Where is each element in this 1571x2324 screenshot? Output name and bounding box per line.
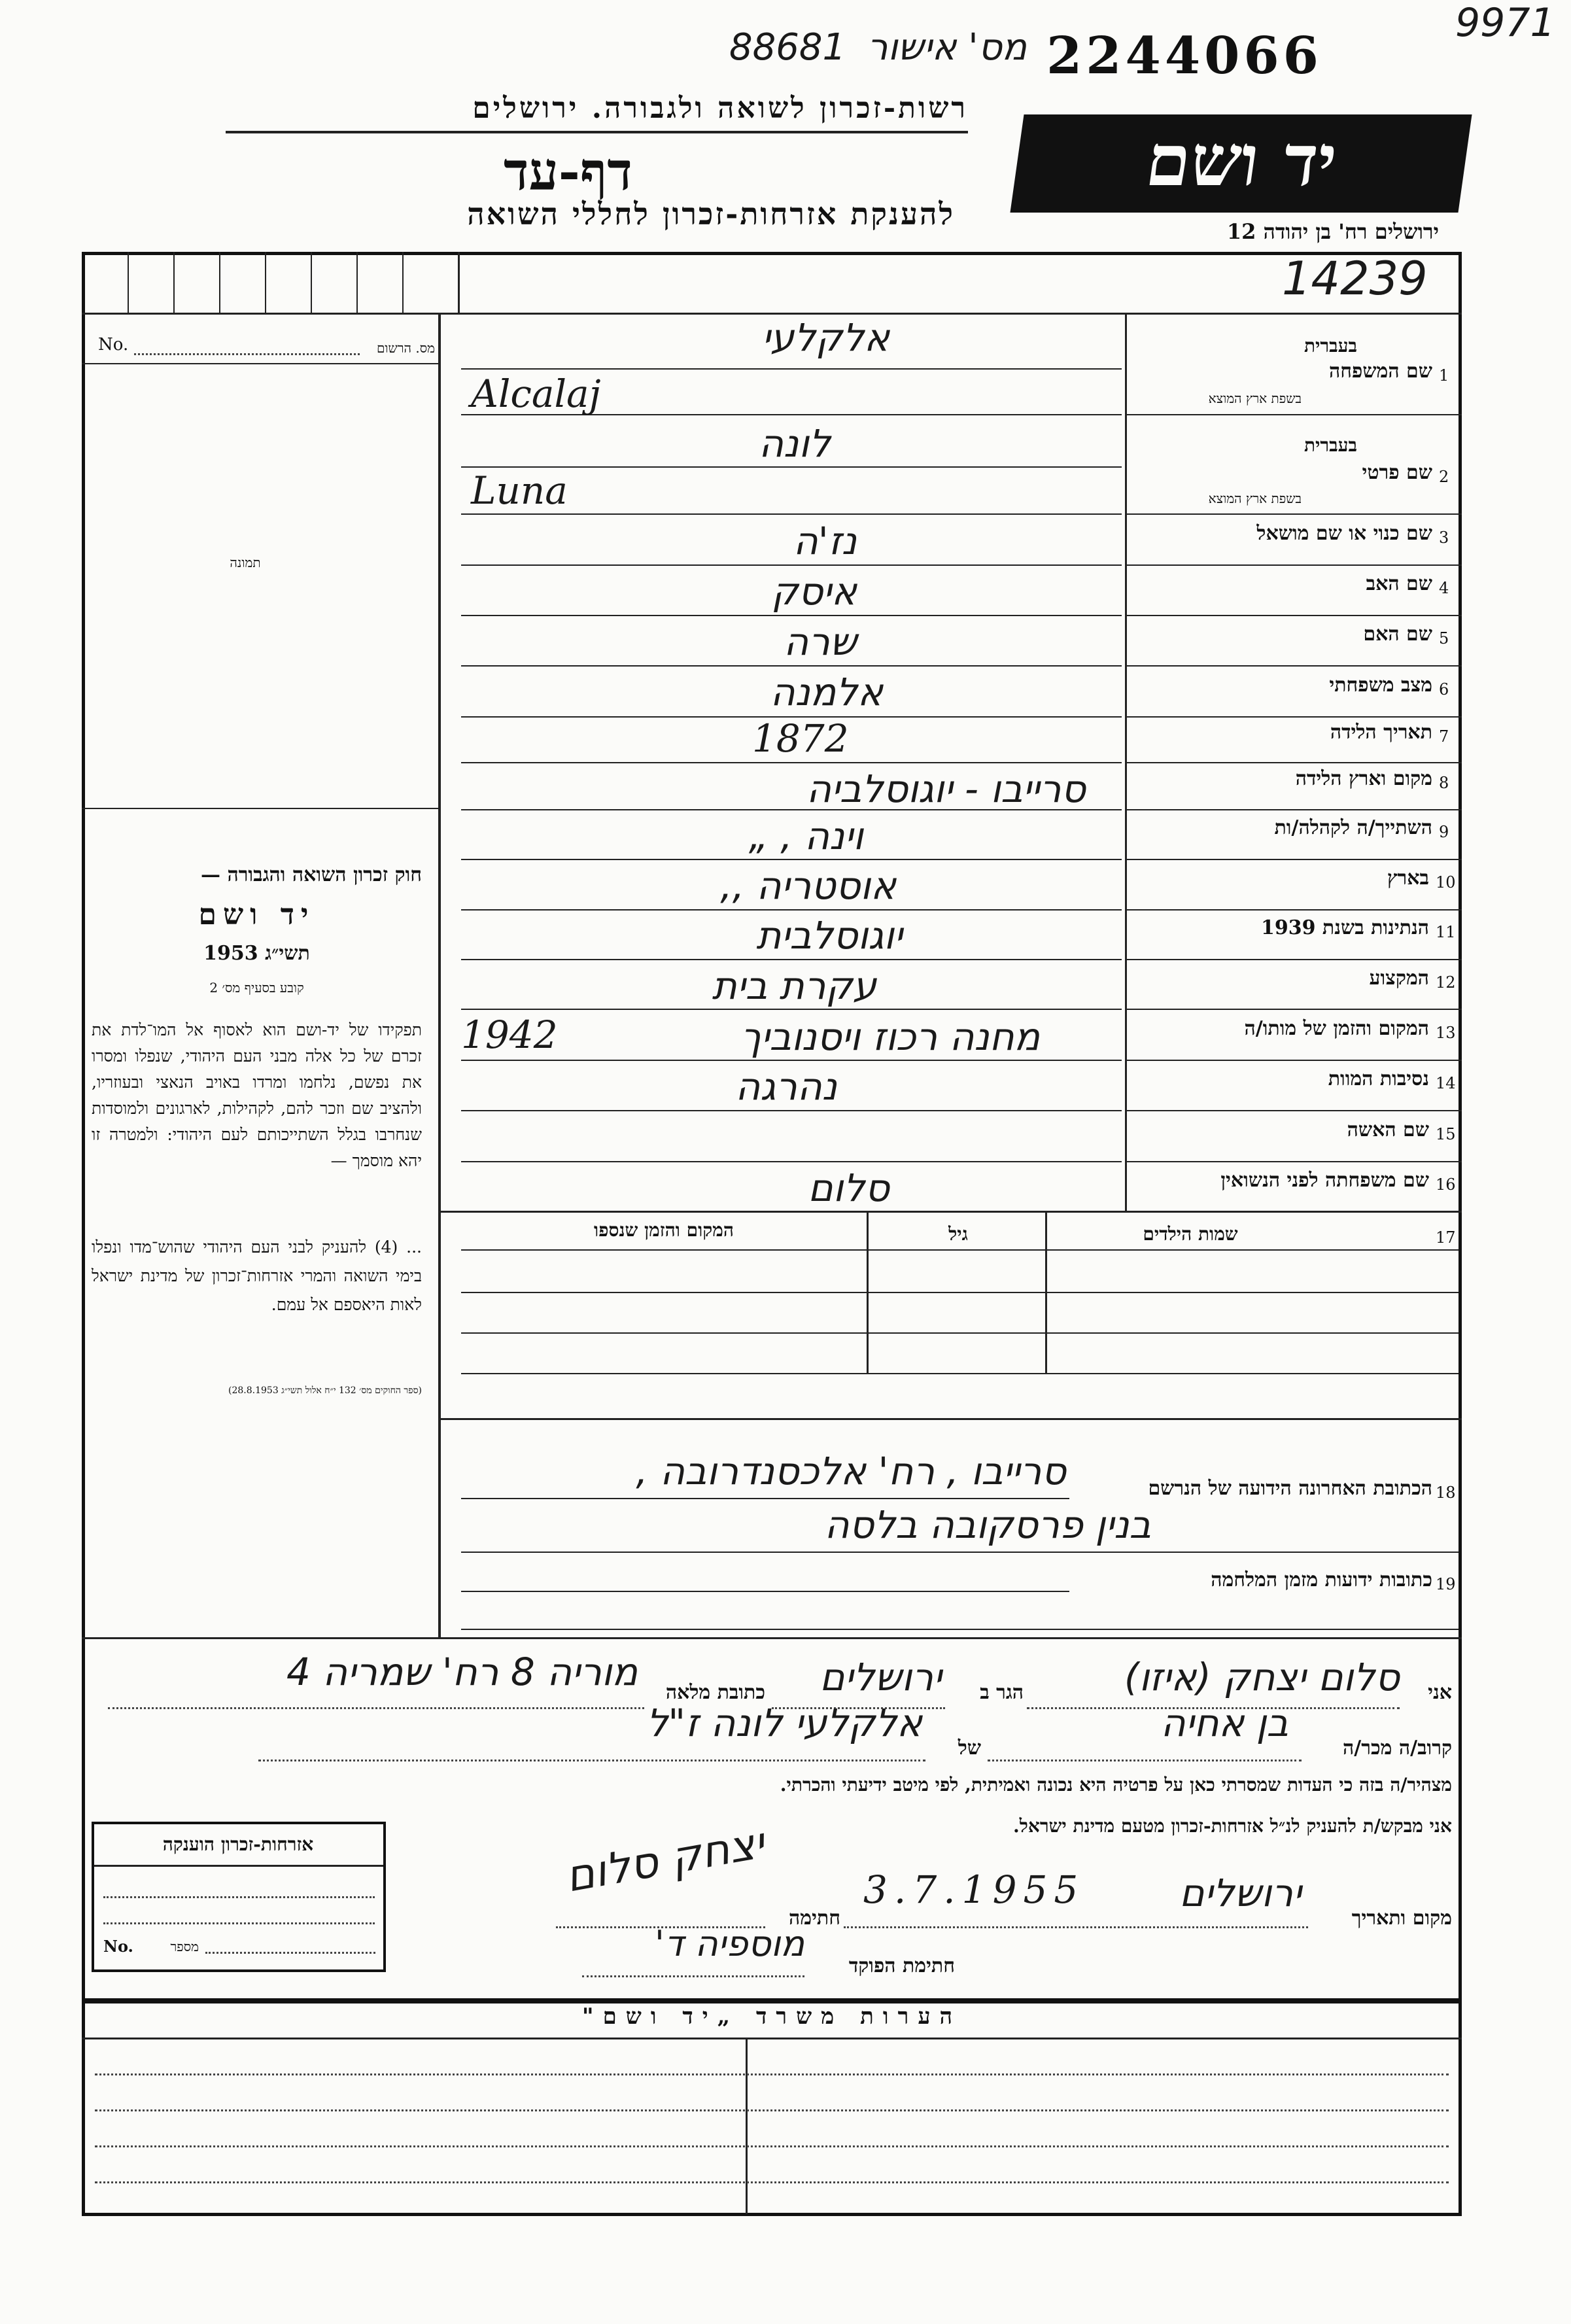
registration-no-line — [134, 353, 360, 355]
field-9-label: השתייך/ה לקהלה/ות — [1274, 816, 1432, 839]
children-header-bottom — [461, 1249, 1459, 1251]
field-14-number: 14 — [1436, 1074, 1456, 1092]
value-line-12 — [461, 1009, 1122, 1010]
reference-label: מס' אישור — [867, 26, 1027, 69]
field-1-number: 1 — [1439, 366, 1449, 385]
photo-box-top — [82, 363, 440, 364]
award-box-header-line — [94, 1865, 383, 1867]
field-1-origin-label: בשפת ארץ המוצא — [1208, 390, 1302, 406]
field-3-number: 3 — [1439, 529, 1449, 547]
declaration-ani: אני — [1428, 1681, 1452, 1704]
award-box-line-1 — [103, 1896, 375, 1898]
field-row-sep-10 — [1125, 909, 1462, 911]
place-date-line — [844, 1926, 1308, 1928]
relation-line — [988, 1760, 1302, 1761]
value-line-9 — [461, 859, 1122, 860]
of-label: של — [958, 1737, 981, 1760]
field-2-latin-value[interactable]: Luna — [471, 468, 568, 513]
field-13-value[interactable]: מחנה רכוז ויסנוביך — [740, 1015, 1040, 1059]
office-notes-line-2 — [95, 2109, 1449, 2111]
office-notes-title: הערות משרד „יד ושם" — [581, 2003, 962, 2030]
stub-tick-5 — [311, 252, 312, 315]
field-row-sep-3 — [1125, 564, 1462, 566]
award-box-line-2 — [103, 1922, 375, 1924]
address-section-bottom — [82, 1637, 1462, 1639]
value-line-2a — [461, 466, 1122, 468]
children-row-3 — [461, 1373, 1459, 1374]
official-signature-label: חתימת הפוקד — [848, 1954, 955, 1977]
form-subtitle: להענקת אזרחות-זכרון לחללי השואה — [467, 196, 955, 232]
field-13-year[interactable]: 1942 — [461, 1013, 558, 1057]
address-19-number: 19 — [1436, 1575, 1456, 1593]
law-name: יד ושם — [198, 898, 315, 931]
address-18-line-a — [461, 1498, 1069, 1499]
field-row-sep-9 — [1125, 859, 1462, 860]
field-15-label: שם האשה — [1347, 1119, 1429, 1141]
value-line-5 — [461, 665, 1122, 667]
field-3-label: שם כנוי או שם מושאל — [1256, 522, 1432, 545]
field-15-number: 15 — [1436, 1125, 1456, 1143]
official-signature-line — [582, 1975, 804, 1977]
signature-value[interactable]: יצחק סלום — [561, 1817, 768, 1902]
address-18-value-b[interactable]: בנין פרסקובה בלסה — [824, 1502, 1151, 1547]
field-14-value[interactable]: נהרגה — [735, 1064, 837, 1109]
field-row-sep-14 — [1125, 1110, 1462, 1111]
left-panel-divider — [438, 313, 441, 1637]
value-line-13 — [461, 1060, 1122, 1061]
field-row-sep-5 — [1125, 665, 1462, 667]
value-line-7 — [461, 762, 1122, 763]
approval-number: 2244066 — [1046, 26, 1322, 86]
address-18-number: 18 — [1436, 1483, 1456, 1502]
award-box-no: No. — [103, 1937, 133, 1956]
relation-label: קרוב/ה מכר/ה — [1343, 1737, 1452, 1760]
award-box — [92, 1822, 386, 1972]
photo-label: תמונה — [230, 555, 261, 570]
field-6-value[interactable]: אלמנה — [770, 670, 883, 714]
field-7-label: תאריך הלידה — [1330, 721, 1432, 744]
place-date-city[interactable]: ירושלים — [1179, 1871, 1302, 1915]
field-row-sep-6 — [1125, 716, 1462, 718]
value-line-10 — [461, 909, 1122, 911]
law-text-1: תפקידו של יד-ושם הוא לאסוף אל המו־לדת את זכרם של כל אלה מבני העם היהודי, שנפלו ומסרו את נפשם, נלחמו ומרדו באויב הנאצי ובעוזריו, ולהציב שם וזכר להם, לקהילות, לארגונים ולמוסדות שנחרבו בגלל השתייכותם לעם היהודי: ולמטרה זו יהא מוסמך — — [92, 1020, 422, 1170]
award-box-title: אזרחות-זכרון הוענקה — [162, 1833, 314, 1855]
address-19-line-b — [461, 1629, 1459, 1630]
address-19-label: כתובות ידועות מזמן המלחמה — [1211, 1569, 1432, 1591]
field-2-origin-label: בשפת ארץ המוצא — [1208, 491, 1302, 506]
field-11-label: הנתינות בשנת 1939 — [1260, 916, 1429, 939]
address-18-line-b — [461, 1552, 1459, 1553]
stub-tick-4 — [265, 252, 266, 315]
field-2-value[interactable]: לונה — [759, 421, 831, 466]
field-7-number: 7 — [1439, 727, 1449, 746]
field-row-sep-1 — [1125, 414, 1462, 415]
children-col-names: שמות הילדים — [1143, 1223, 1238, 1245]
stub-tick-6 — [356, 252, 358, 315]
logo-text: יד ושם — [1141, 120, 1342, 202]
stub-tick-1 — [128, 252, 129, 315]
official-signature[interactable]: מוספיה ד' — [655, 1923, 804, 1964]
field-row-sep-11 — [1125, 959, 1462, 960]
field-10-label: בארץ — [1387, 867, 1429, 890]
of-name[interactable]: אלקלעי לונה ז"ל — [646, 1701, 922, 1745]
children-row-1 — [461, 1292, 1459, 1293]
field-1-latin-value[interactable]: Alcalaj — [471, 372, 601, 416]
field-16-number: 16 — [1436, 1175, 1456, 1194]
full-address-label: כתובת מלאה — [665, 1681, 765, 1704]
declaration-request: אני מבקש/ת להעניק לנ״ל אזרחות-זכרון מטעם מדינת ישראל. — [1013, 1815, 1452, 1837]
field-1-hebrew-label: בעברית — [1303, 335, 1357, 356]
children-number: 17 — [1436, 1228, 1456, 1247]
photo-box-bottom — [82, 808, 440, 809]
field-row-sep-4 — [1125, 615, 1462, 616]
value-line-2b — [461, 513, 1122, 515]
field-9-number: 9 — [1439, 823, 1449, 841]
field-1-label: שם המשפחה — [1328, 360, 1432, 383]
field-row-sep-7 — [1125, 762, 1462, 763]
field-2-hebrew-label: בעברית — [1303, 434, 1357, 456]
address-18-value-a[interactable]: סרייבו , רח' אלכסנדרובה , — [636, 1449, 1066, 1493]
field-10-number: 10 — [1436, 873, 1456, 892]
top-corner-number: 9971 — [1455, 0, 1555, 46]
declarant-city[interactable]: ירושלים — [819, 1655, 942, 1699]
office-notes-line-1 — [95, 2073, 1449, 2075]
field-2-label: שם פרטי — [1362, 461, 1432, 484]
field-1-value[interactable]: אלקלעי — [761, 315, 889, 360]
field-3-value[interactable]: נז'ה — [793, 519, 857, 563]
field-6-label: מצב משפחתי — [1329, 674, 1432, 697]
children-row-2 — [461, 1332, 1459, 1334]
stub-row-bottom — [82, 313, 1462, 315]
value-line-1a — [461, 368, 1122, 370]
office-notes-header-line — [82, 2038, 1462, 2039]
field-6-number: 6 — [1439, 680, 1449, 699]
award-box-no-line — [205, 1952, 375, 1954]
law-title: חוק זכרון השואה והגבורה — — [201, 863, 422, 886]
relation-value[interactable]: בן אחיה — [1160, 1701, 1288, 1745]
office-address: ירושלים רח' בן יהודה 12 — [1226, 219, 1439, 244]
office-notes-divider — [746, 2038, 748, 2214]
field-row-sep-15 — [1125, 1161, 1462, 1162]
field-8-label: מקום וארץ הלידה — [1295, 767, 1432, 790]
office-notes-frame — [82, 2000, 1462, 2216]
field-8-number: 8 — [1439, 774, 1449, 792]
field-13-number: 13 — [1436, 1024, 1456, 1042]
value-line-11 — [461, 959, 1122, 960]
office-notes-line-4 — [95, 2181, 1449, 2183]
authority-underline — [226, 131, 968, 133]
field-4-number: 4 — [1439, 579, 1449, 597]
stub-divider — [458, 252, 460, 315]
field-16-label: שם משפחתה לפני הנשואין — [1220, 1169, 1429, 1192]
stub-tick-3 — [219, 252, 220, 315]
sheet-number: 14239 — [1282, 252, 1428, 305]
field-row-sep-16 — [438, 1211, 1462, 1213]
law-year: תשי״ג 1953 — [203, 942, 310, 965]
field-11-number: 11 — [1436, 923, 1456, 941]
field-5-value[interactable]: שרה — [784, 619, 857, 664]
field-row-sep-12 — [1125, 1009, 1462, 1010]
declaration-statement: מצהיר/ה בזה כי העדות שמסרתי כאן על פרטיה היא נכונה ואמיתית, לפי מיטב ידיעתי והכרתי. — [780, 1774, 1452, 1795]
stub-tick-7 — [402, 252, 404, 315]
field-8-value[interactable]: סרייבו - יוגוסלביה — [806, 767, 1086, 811]
children-col-place: המקום והזמן שנספו — [594, 1219, 734, 1241]
field-row-sep-8 — [1125, 809, 1462, 810]
field-10-value[interactable]: אוסטריה ,, — [720, 863, 896, 908]
of-name-line — [258, 1760, 925, 1761]
signature-label: חתימה — [789, 1907, 840, 1930]
value-line-3 — [461, 564, 1122, 566]
registration-no: No. — [98, 335, 129, 355]
award-box-no-label: מספר — [170, 1939, 199, 1954]
declarant-name[interactable]: סלום יצחק (איזו) — [1124, 1655, 1400, 1699]
field-row-sep-2 — [1125, 513, 1462, 515]
field-9-value[interactable]: וינה , „ — [748, 814, 863, 858]
form-title: דף-עד — [504, 141, 632, 202]
field-11-value[interactable]: יוגוסלבית — [756, 913, 903, 958]
law-source: (ספר החוקים מס׳ 132 י״ח אלול תשי״ג 28.8.1953) — [228, 1385, 422, 1396]
value-line-4 — [461, 615, 1122, 616]
field-2-number: 2 — [1439, 468, 1449, 486]
place-date-label: מקום ותאריך — [1351, 1907, 1452, 1930]
declarant-full-address[interactable]: מוריה 8 רח' שמריה 4 — [286, 1650, 638, 1694]
address-19-line-a — [461, 1591, 1069, 1592]
field-5-label: שם האם — [1363, 623, 1432, 646]
place-date-value[interactable]: 3.7.1955 — [863, 1867, 1085, 1912]
field-4-label: שם האב — [1366, 572, 1432, 595]
field-12-value[interactable]: עקרת בית — [712, 963, 876, 1008]
field-row-sep-13 — [1125, 1060, 1462, 1061]
field-12-label: המקצוע — [1369, 967, 1429, 990]
office-notes-line-3 — [95, 2145, 1449, 2147]
yad-vashem-logo — [1010, 114, 1472, 213]
field-16-value[interactable]: סלום — [808, 1166, 889, 1210]
authority-name: רשות-זכרון לשואה ולגבורה. ירושלים — [472, 92, 968, 125]
registration-label: מס. הרשום — [376, 340, 435, 356]
field-7-value[interactable]: 1872 — [752, 716, 849, 761]
law-clause: קובע בסעיף מס׳ 2 — [209, 980, 304, 996]
lives-in-label: הגר ב — [980, 1681, 1024, 1704]
address-18-label: הכתובת האחרונה הידועה של הנרשם — [1148, 1477, 1432, 1500]
value-line-15 — [461, 1161, 1122, 1162]
value-line-14 — [461, 1110, 1122, 1111]
reference-number: 88681 — [729, 26, 846, 69]
field-14-label: נסיבות המוות — [1328, 1067, 1429, 1090]
stub-tick-2 — [173, 252, 175, 315]
field-12-number: 12 — [1436, 973, 1456, 992]
field-13-label: המקום והזמן של מותו/ה — [1244, 1017, 1429, 1040]
field-5-number: 5 — [1439, 629, 1449, 648]
children-col-age: גיל — [948, 1223, 968, 1245]
law-text-2: ... (4) להעניק לבני העם היהודי שהוש־מדו ונפלו בימי השואה והמרי אזרחות־זכרון של מדינת ישראל לאות היאספם אל עמם. — [92, 1238, 422, 1314]
children-bottom — [438, 1418, 1462, 1420]
field-4-value[interactable]: איסק — [771, 569, 857, 614]
